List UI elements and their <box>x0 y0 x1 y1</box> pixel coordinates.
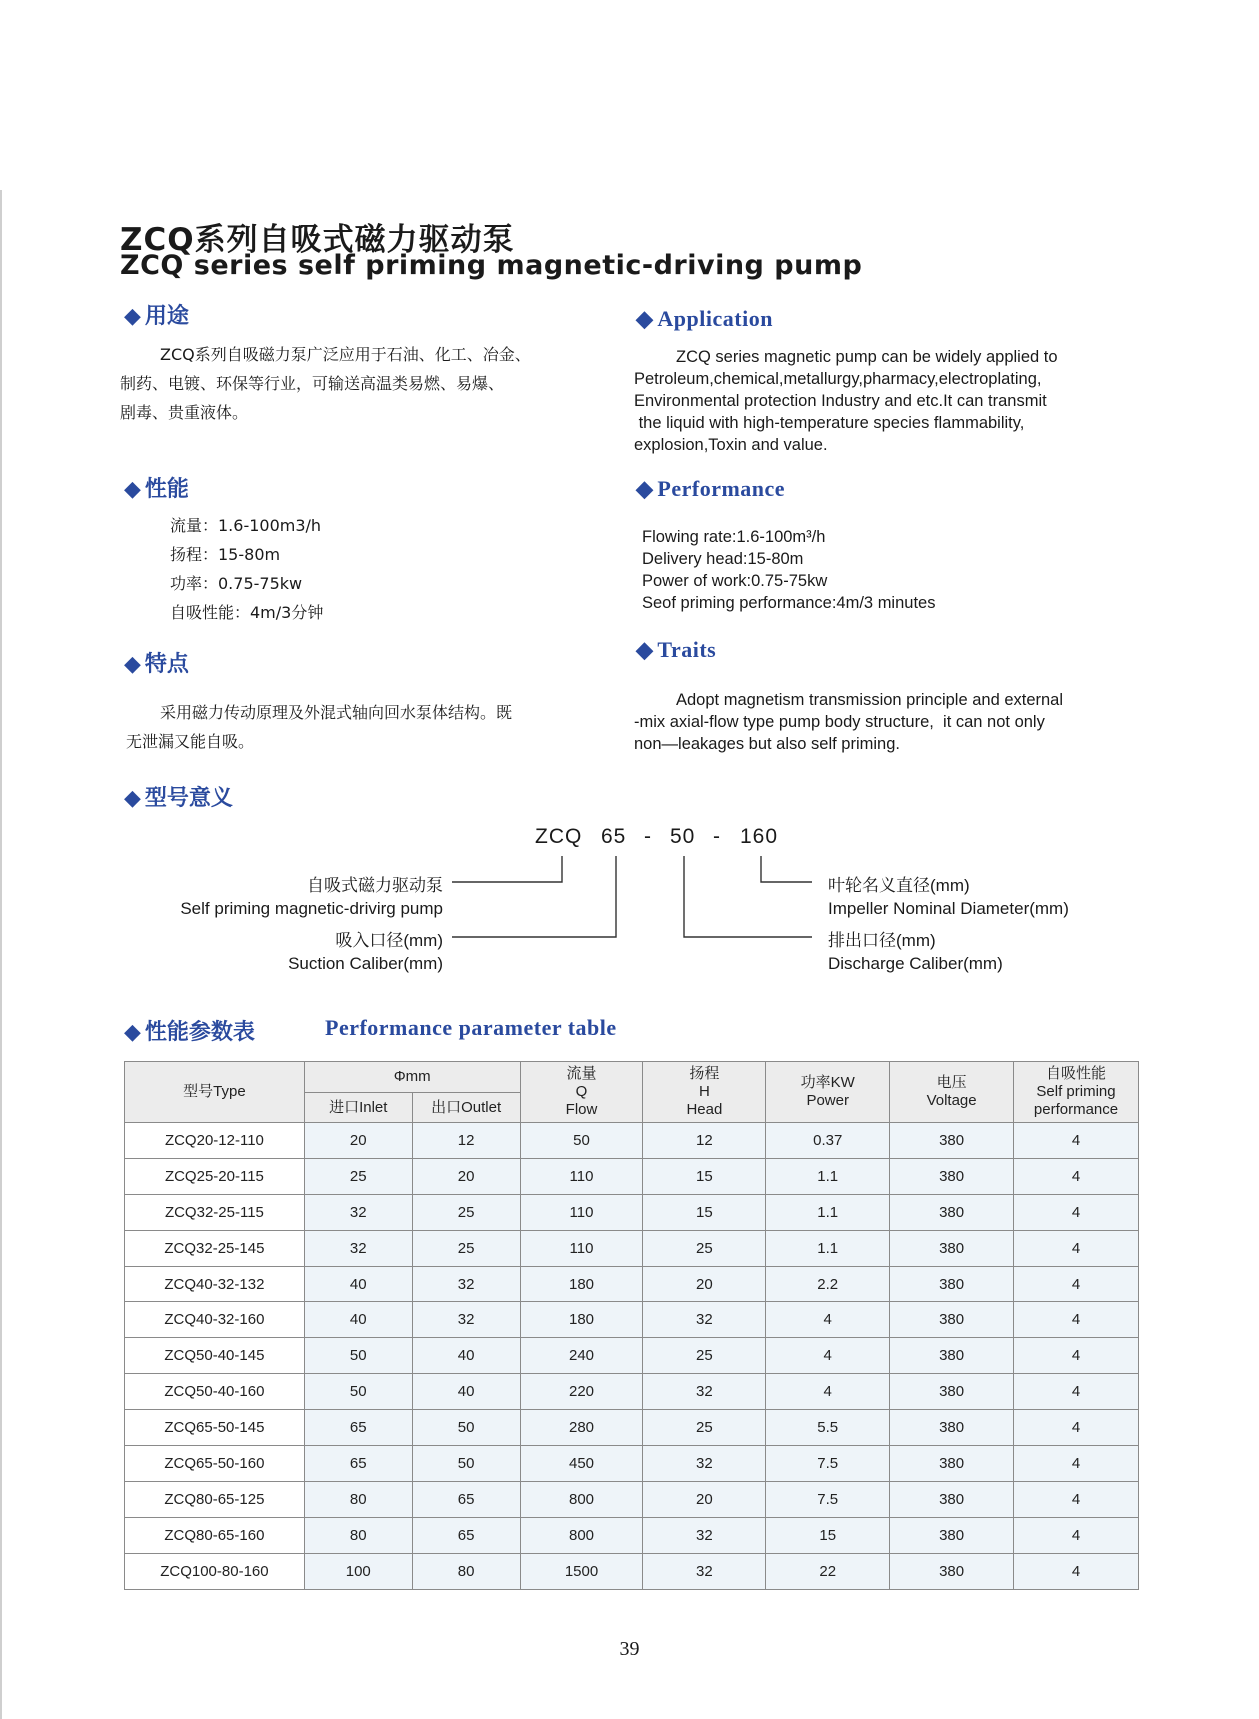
cell-power: 5.5 <box>766 1410 890 1446</box>
header-diameter: Φmm <box>304 1062 520 1093</box>
cell-model: ZCQ65-50-145 <box>125 1410 305 1446</box>
section-heading-model-meaning: ◆ 型号意义 <box>124 786 233 811</box>
cell-head: 25 <box>643 1338 766 1374</box>
cell-model: ZCQ20-12-110 <box>125 1123 305 1159</box>
header-head: 扬程 H Head <box>643 1062 766 1123</box>
cell-self-priming: 4 <box>1014 1446 1139 1482</box>
table-row <box>125 1338 1139 1374</box>
label-impeller-cn: 叶轮名义直径(mm) <box>828 876 970 895</box>
cell-flow: 220 <box>520 1374 643 1410</box>
label-pump-cn: 自吸式磁力驱动泵 <box>307 876 443 895</box>
cell-model: ZCQ32-25-145 <box>125 1230 305 1266</box>
cell-head: 32 <box>643 1553 766 1589</box>
cell-power: 1.1 <box>766 1158 890 1194</box>
cell-model: ZCQ32-25-115 <box>125 1194 305 1230</box>
diamond-bullet-icon: ◆ <box>636 637 654 662</box>
cell-power: 2.2 <box>766 1266 890 1302</box>
cell-self-priming: 4 <box>1014 1230 1139 1266</box>
cell-outlet: 32 <box>412 1302 520 1338</box>
cell-self-priming: 4 <box>1014 1302 1139 1338</box>
cell-inlet: 80 <box>304 1517 412 1553</box>
cell-voltage: 380 <box>890 1517 1014 1553</box>
diamond-bullet-icon: ◆ <box>124 786 141 811</box>
section-heading-performance-en: ◆ Performance <box>636 476 786 501</box>
label-pump-en: Self priming magnetic-drivirg pump <box>180 899 443 918</box>
cell-head: 20 <box>643 1266 766 1302</box>
cell-head: 32 <box>643 1446 766 1482</box>
cell-power: 22 <box>766 1553 890 1589</box>
table-row <box>125 1266 1139 1302</box>
model-code-dash: - <box>713 825 721 848</box>
section-heading-traits-en: ◆ Traits <box>636 637 717 662</box>
cell-self-priming: 4 <box>1014 1123 1139 1159</box>
table-row <box>125 1553 1139 1589</box>
cell-outlet: 50 <box>412 1410 520 1446</box>
model-code-part-impeller: 160 <box>740 825 779 848</box>
table-row <box>125 1194 1139 1230</box>
cell-inlet: 100 <box>304 1553 412 1589</box>
label-suction-en: Suction Caliber(mm) <box>288 954 443 973</box>
cell-outlet: 40 <box>412 1338 520 1374</box>
cell-outlet: 32 <box>412 1266 520 1302</box>
table-row <box>125 1302 1139 1338</box>
table-row <box>125 1374 1139 1410</box>
cell-model: ZCQ80-65-125 <box>125 1481 305 1517</box>
cell-outlet: 80 <box>412 1553 520 1589</box>
table-row <box>125 1446 1139 1482</box>
cell-flow: 450 <box>520 1446 643 1482</box>
performance-text-cn: 流量：1.6-100m3/h 扬程：15-80m 功率：0.75-75kw 自吸性能：4m/3分钟 <box>170 516 324 622</box>
cell-flow: 110 <box>520 1158 643 1194</box>
cell-inlet: 20 <box>304 1123 412 1159</box>
section-heading-application-en: ◆ Application <box>636 306 773 331</box>
cell-voltage: 380 <box>890 1446 1014 1482</box>
cell-self-priming: 4 <box>1014 1517 1139 1553</box>
header-inlet: 进口Inlet <box>304 1093 412 1123</box>
cell-outlet: 25 <box>412 1230 520 1266</box>
cell-model: ZCQ80-65-160 <box>125 1517 305 1553</box>
cell-voltage: 380 <box>890 1410 1014 1446</box>
header-outlet: 出口Outlet <box>412 1093 520 1123</box>
cell-head: 15 <box>643 1158 766 1194</box>
header-self-priming: 自吸性能 Self priming performance <box>1014 1062 1139 1123</box>
cell-power: 0.37 <box>766 1123 890 1159</box>
cell-head: 32 <box>643 1374 766 1410</box>
label-discharge-cn: 排出口径(mm) <box>828 931 936 950</box>
page-number: 39 <box>619 1638 640 1660</box>
header-voltage: 电压 Voltage <box>890 1062 1014 1123</box>
table-row <box>125 1158 1139 1194</box>
cell-voltage: 380 <box>890 1553 1014 1589</box>
cell-inlet: 32 <box>304 1194 412 1230</box>
cell-inlet: 65 <box>304 1410 412 1446</box>
section-heading-performance-cn: ◆ 性能 <box>124 477 189 502</box>
section-heading-traits-cn: ◆ 特点 <box>124 652 189 677</box>
cell-head: 12 <box>643 1123 766 1159</box>
cell-inlet: 80 <box>304 1481 412 1517</box>
cell-flow: 180 <box>520 1266 643 1302</box>
cell-inlet: 25 <box>304 1158 412 1194</box>
cell-model: ZCQ40-32-160 <box>125 1302 305 1338</box>
header-flow: 流量 Q Flow <box>520 1062 643 1123</box>
application-text-en: ZCQ series magnetic pump can be widely applied to Petroleum,chemical,metallurgy,pharmacy,electroplating, Environmental protection Industry and etc.It can transmit the liquid with high-temperature species flammability, explosion,Toxin and value. <box>634 348 1058 454</box>
section-heading-table-cn: ◆ 性能参数表 <box>124 1020 255 1045</box>
label-discharge-en: Discharge Caliber(mm) <box>828 954 1003 973</box>
table-body <box>125 1123 1139 1590</box>
cell-head: 15 <box>643 1194 766 1230</box>
cell-power: 15 <box>766 1517 890 1553</box>
cell-power: 4 <box>766 1374 890 1410</box>
section-heading-table-en: Performance parameter table <box>325 1015 617 1040</box>
table-row <box>125 1230 1139 1266</box>
cell-voltage: 380 <box>890 1374 1014 1410</box>
cell-outlet: 20 <box>412 1158 520 1194</box>
traits-text-en: Adopt magnetism transmission principle and external -mix axial-flow type pump body structure, it can not only non—leakages but also self priming. <box>634 691 1064 753</box>
cell-flow: 50 <box>520 1123 643 1159</box>
diamond-bullet-icon: ◆ <box>124 304 141 329</box>
cell-head: 25 <box>643 1230 766 1266</box>
cell-voltage: 380 <box>890 1266 1014 1302</box>
cell-self-priming: 4 <box>1014 1158 1139 1194</box>
cell-inlet: 40 <box>304 1266 412 1302</box>
performance-parameter-table <box>124 1061 1139 1590</box>
cell-model: ZCQ65-50-160 <box>125 1446 305 1482</box>
cell-voltage: 380 <box>890 1338 1014 1374</box>
cell-flow: 110 <box>520 1194 643 1230</box>
table-row <box>125 1410 1139 1446</box>
table-row <box>125 1123 1139 1159</box>
cell-model: ZCQ50-40-145 <box>125 1338 305 1374</box>
cell-model: ZCQ40-32-132 <box>125 1266 305 1302</box>
cell-voltage: 380 <box>890 1158 1014 1194</box>
cell-outlet: 40 <box>412 1374 520 1410</box>
cell-power: 7.5 <box>766 1481 890 1517</box>
cell-voltage: 380 <box>890 1194 1014 1230</box>
cell-self-priming: 4 <box>1014 1410 1139 1446</box>
diamond-bullet-icon: ◆ <box>124 477 141 502</box>
cell-inlet: 50 <box>304 1338 412 1374</box>
label-suction-cn: 吸入口径(mm) <box>335 931 443 950</box>
cell-flow: 800 <box>520 1517 643 1553</box>
cell-self-priming: 4 <box>1014 1266 1139 1302</box>
cell-model: ZCQ50-40-160 <box>125 1374 305 1410</box>
section-heading-application-cn: ◆ 用途 <box>124 304 189 329</box>
cell-head: 20 <box>643 1481 766 1517</box>
cell-voltage: 380 <box>890 1302 1014 1338</box>
model-code-part-series: ZCQ <box>535 825 583 848</box>
cell-voltage: 380 <box>890 1123 1014 1159</box>
cell-model: ZCQ25-20-115 <box>125 1158 305 1194</box>
cell-self-priming: 4 <box>1014 1338 1139 1374</box>
model-code-part-discharge: 50 <box>670 825 696 848</box>
model-code-part-suction: 65 <box>601 825 627 848</box>
cell-outlet: 65 <box>412 1481 520 1517</box>
header-type: 型号Type <box>125 1062 305 1123</box>
cell-head: 32 <box>643 1517 766 1553</box>
cell-head: 32 <box>643 1302 766 1338</box>
cell-power: 4 <box>766 1302 890 1338</box>
cell-self-priming: 4 <box>1014 1481 1139 1517</box>
diamond-bullet-icon: ◆ <box>636 476 654 501</box>
cell-outlet: 12 <box>412 1123 520 1159</box>
diamond-bullet-icon: ◆ <box>636 306 654 331</box>
cell-head: 25 <box>643 1410 766 1446</box>
cell-voltage: 380 <box>890 1481 1014 1517</box>
cell-flow: 110 <box>520 1230 643 1266</box>
label-impeller-en: Impeller Nominal Diameter(mm) <box>828 899 1069 918</box>
table-row <box>125 1481 1139 1517</box>
cell-flow: 1500 <box>520 1553 643 1589</box>
cell-self-priming: 4 <box>1014 1553 1139 1589</box>
performance-text-en: Flowing rate:1.6-100m³/h Delivery head:15-80m Power of work:0.75-75kw Seof priming performance:4m/3 minutes <box>642 528 936 612</box>
cell-model: ZCQ100-80-160 <box>125 1553 305 1589</box>
cell-power: 1.1 <box>766 1230 890 1266</box>
cell-inlet: 40 <box>304 1302 412 1338</box>
page-title-cn: ZCQ系列自吸式磁力驱动泵 <box>120 222 515 258</box>
cell-outlet: 25 <box>412 1194 520 1230</box>
cell-power: 4 <box>766 1338 890 1374</box>
cell-flow: 180 <box>520 1302 643 1338</box>
cell-self-priming: 4 <box>1014 1194 1139 1230</box>
diamond-bullet-icon: ◆ <box>124 652 141 677</box>
cell-power: 7.5 <box>766 1446 890 1482</box>
model-code-dash: - <box>644 825 652 848</box>
diamond-bullet-icon: ◆ <box>124 1020 141 1045</box>
traits-text-cn: 采用磁力传动原理及外混式轴向回水泵体结构。既 无泄漏又能自吸。 <box>126 703 513 751</box>
cell-outlet: 50 <box>412 1446 520 1482</box>
cell-inlet: 50 <box>304 1374 412 1410</box>
page-title-en: ZCQ series self priming magnetic-driving pump <box>120 250 863 281</box>
application-text-cn: ZCQ系列自吸磁力泵广泛应用于石油、化工、冶金、 制药、电镀、环保等行业，可输送高温类易燃、易爆、 剧毒、贵重液体。 <box>120 345 531 422</box>
cell-outlet: 65 <box>412 1517 520 1553</box>
cell-flow: 280 <box>520 1410 643 1446</box>
header-power: 功率KW Power <box>766 1062 890 1123</box>
cell-voltage: 380 <box>890 1230 1014 1266</box>
cell-flow: 800 <box>520 1481 643 1517</box>
cell-flow: 240 <box>520 1338 643 1374</box>
cell-inlet: 32 <box>304 1230 412 1266</box>
table-row <box>125 1517 1139 1553</box>
cell-power: 1.1 <box>766 1194 890 1230</box>
cell-self-priming: 4 <box>1014 1374 1139 1410</box>
cell-inlet: 65 <box>304 1446 412 1482</box>
